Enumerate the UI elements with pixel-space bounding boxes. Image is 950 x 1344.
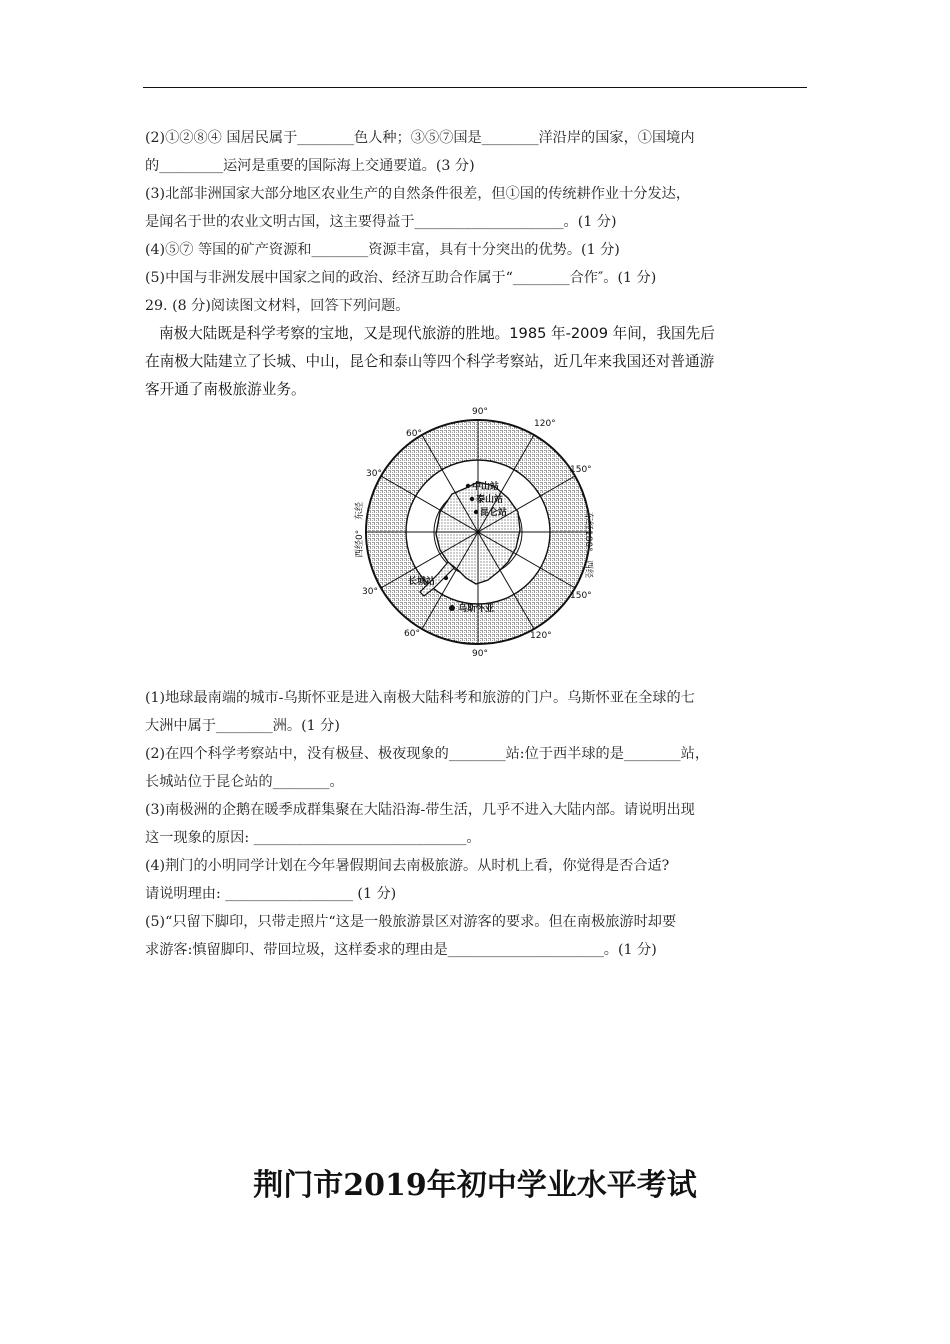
label-120-top-right: 120° <box>534 419 556 429</box>
label-30-left: 30° <box>366 469 382 479</box>
station-taishan-label: 泰山站 <box>476 495 504 505</box>
label-150-bottom-right: 150° <box>570 591 592 601</box>
label-120-bottom-right: 120° <box>530 631 552 641</box>
station-zhongshan-label: 中山站 <box>472 482 500 492</box>
header-rule <box>143 87 807 88</box>
kunlun-marker <box>474 510 478 514</box>
city-ushuaia-label: 乌斯怀亚 <box>458 604 495 614</box>
q29-part3-line2: 这一现象的原因: ______________________________。 <box>145 830 481 846</box>
q29-part3-line1: (3)南极洲的企鹅在暖季成群集聚在大陆沿海-带生活，几乎不进入大陆内部。请说明出现 <box>145 802 695 818</box>
station-kunlun-label: 昆仑站 <box>480 508 508 518</box>
q28-part3-line2: 是闻名于世的农业文明古国，这主要得益于_____________________。(1 分) <box>145 214 617 230</box>
q29-intro-line1: 南极大陆既是科学考察的宝地，又是现代旅游的胜地。1985 年-2009 年间，我国先后 <box>159 325 715 342</box>
label-60-top-left: 60° <box>406 429 422 439</box>
taishan-marker <box>470 497 474 501</box>
q28-part2-line1: (2)①②⑧④ 国居民属于________色人种；③⑤⑦国是________洋沿岸的国家，①国境内 <box>145 130 695 146</box>
ushuaia-marker <box>449 605 455 611</box>
q29-part2-line2: 长城站位于昆仑站的________。 <box>145 774 344 790</box>
q29-part1-line1: (1)地球最南端的城市-乌斯怀亚是进入南极大陆科考和旅游的门户。乌斯怀亚在全球的七 <box>145 690 695 706</box>
q29-part4-line1: (4)荆门的小明同学计划在今年暑假期间去南极旅游。从时机上看，你觉得是否合适? <box>145 858 670 874</box>
q29-part4-line2: 请说明理由: __________________ (1 分) <box>145 886 397 902</box>
label-60-bottom-left: 60° <box>404 629 420 639</box>
q29-part1-line2: 大洲中属于________洲。(1 分) <box>145 718 340 734</box>
antarctica-polar-map <box>348 402 608 660</box>
station-changcheng-label: 长城站 <box>408 577 436 587</box>
q29-part5-line1: (5)“只留下脚印，只带走照片“这是一般旅游景区对游客的要求。但在南极旅游时却要 <box>145 914 677 930</box>
q28-part5: (5)中国与非洲发展中国家之间的政治、经济互助合作属于“________合作″。(1 分) <box>145 270 657 286</box>
q29-header: 29. (8 分)阅读图文材料，回答下列问题。 <box>145 298 410 314</box>
label-30-bottom-left: 30° <box>362 587 378 597</box>
q28-part2-line2: 的_________运河是重要的国际海上交通要道。(3 分) <box>145 158 475 174</box>
label-90-bottom: 90° <box>472 649 488 659</box>
q29-part5-line2: 求游客:慎留脚印、带回垃圾，这样委求的理由是______________________。(1 分) <box>145 942 657 958</box>
label-west0: 西经0° <box>355 529 365 558</box>
q29-intro-line2: 在南极大陆建立了长城、中山，昆仑和泰山等四个科学考察站，近几年来我国还对普通游 <box>145 353 715 370</box>
q28-part4: (4)⑤⑦ 等国的矿产资源和________资源丰富，具有十分突出的优势。(1 分) <box>145 242 620 258</box>
label-west: 西经 <box>583 560 593 579</box>
label-east180: 东经180° <box>583 512 593 552</box>
q28-part3-line1: (3)北部非洲国家大部分地区农业生产的自然条件很差，但①国的传统耕作业十分发达， <box>145 186 691 202</box>
changcheng-marker <box>444 576 448 580</box>
q29-intro-line3: 客开通了南极旅游业务。 <box>145 381 306 398</box>
exam-title: 荆门市2019年初中学业水平考试 <box>253 1168 697 1203</box>
q29-part2-line1: (2)在四个科学考察站中，没有极昼、极夜现象的________站:位于西半球的是________站， <box>145 746 710 762</box>
label-150-right: 150° <box>570 465 592 475</box>
zhongshan-marker <box>466 484 470 488</box>
label-90-top: 90° <box>472 407 488 417</box>
label-east: 东经 <box>355 501 365 520</box>
